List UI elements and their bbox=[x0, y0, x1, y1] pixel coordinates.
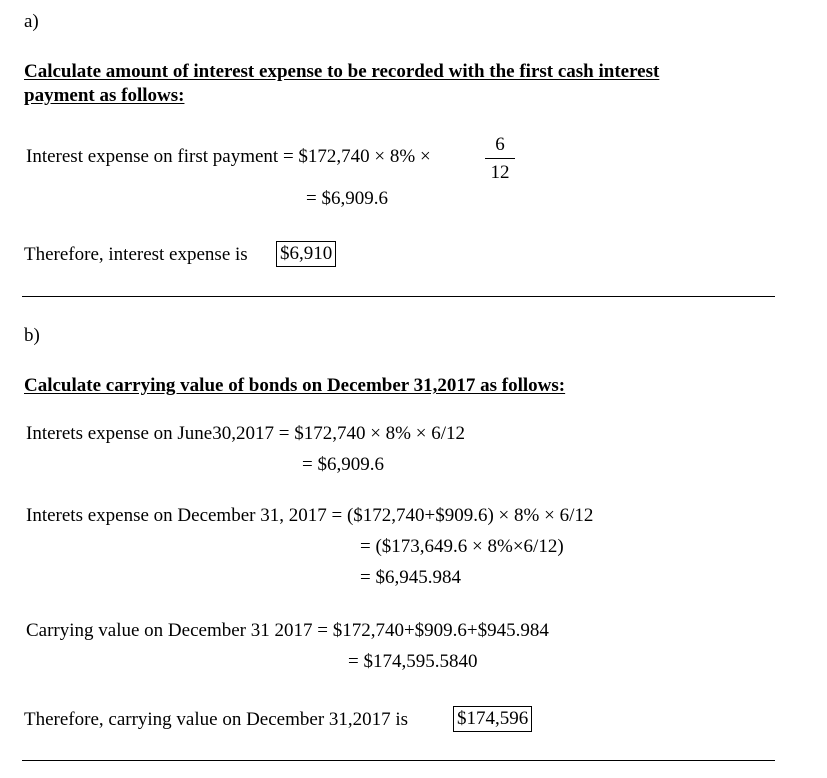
part-b-eq2-line1: Interets expense on December 31, 2017 = ($172,740+$909.6) × 8% × 6/12 bbox=[26, 505, 594, 526]
bottom-divider bbox=[22, 760, 775, 761]
part-b-eq2-line2: = ($173,649.6 × 8%×6/12) bbox=[360, 536, 564, 557]
fraction-denominator: 12 bbox=[490, 162, 510, 183]
fraction-bar bbox=[485, 158, 515, 159]
part-b-eq3-line1: Carrying value on December 31 2017 = $172,740+$909.6+$945.984 bbox=[26, 620, 549, 641]
part-b-label: b) bbox=[24, 325, 40, 346]
part-a-heading-line2: payment as follows: bbox=[24, 85, 185, 106]
part-a-conclusion-value: $6,910 bbox=[276, 241, 336, 267]
part-b-eq2-line3: = $6,945.984 bbox=[360, 567, 461, 588]
part-a-result: = $6,909.6 bbox=[306, 188, 388, 209]
part-b-eq1-line2: = $6,909.6 bbox=[302, 454, 384, 475]
part-b-conclusion-text: Therefore, carrying value on December 31,2017 is bbox=[24, 709, 409, 730]
part-a-heading-line1: Calculate amount of interest expense to be recorded with the first cash interest bbox=[24, 61, 660, 82]
part-b-heading: Calculate carrying value of bonds on December 31,2017 as follows: bbox=[24, 375, 566, 396]
part-b-eq1-line1: Interets expense on June30,2017 = $172,740 × 8% × 6/12 bbox=[26, 423, 465, 444]
part-b-conclusion-value: $174,596 bbox=[453, 706, 532, 732]
fraction-numerator: 6 bbox=[495, 134, 505, 155]
part-b-eq3-line2: = $174,595.5840 bbox=[348, 651, 478, 672]
part-a-label: a) bbox=[24, 11, 39, 32]
part-a-equation-left: Interest expense on first payment = $172,740 × 8% × bbox=[26, 146, 431, 167]
part-a-conclusion-text: Therefore, interest expense is bbox=[24, 244, 248, 265]
section-divider bbox=[22, 296, 775, 297]
part-a-fraction bbox=[485, 135, 515, 182]
